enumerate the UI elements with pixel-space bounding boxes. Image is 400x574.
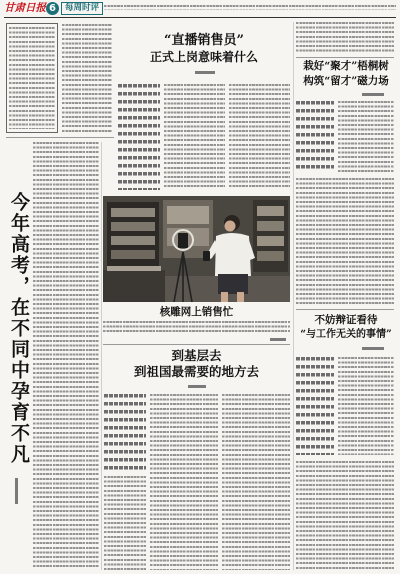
talent-body-narrow <box>338 101 394 173</box>
grassroots-lead-paragraph <box>104 394 146 472</box>
livestream-body-column-2 <box>229 84 290 190</box>
section-title: 每周时评 <box>61 2 103 15</box>
grassroots-byline <box>188 385 206 388</box>
grassroots-headline-line1: 到基层去 <box>171 348 222 363</box>
livestream-continued-text <box>296 22 394 54</box>
sidebar-divider <box>6 137 114 138</box>
livestream-body-column-1 <box>164 84 225 190</box>
photo-byline <box>270 338 286 341</box>
work-top-rule <box>296 309 394 310</box>
work-body-narrow <box>338 357 394 455</box>
grassroots-body-column-2 <box>222 394 290 570</box>
work-lead-paragraph <box>296 357 334 455</box>
work-headline-line2: “与工作无关的事情” <box>300 329 392 340</box>
talent-headline-line2: 构筑“留才”磁力场 <box>303 75 389 87</box>
gaokao-vertical-headline: 今年高考，在不同中孕育不凡 <box>8 192 30 465</box>
sidebar-text-column <box>62 24 112 132</box>
photo-divider <box>103 344 290 345</box>
photo-caption-title: 核雕网上销售忙 <box>159 306 234 318</box>
gaokao-byline <box>15 478 18 504</box>
photo-caption-text <box>103 321 290 335</box>
livestream-lead-paragraph <box>118 84 160 190</box>
talent-headline-line1: 栽好“聚才”梧桐树 <box>303 60 389 72</box>
column-divider-right <box>293 22 294 570</box>
talent-byline <box>362 93 384 96</box>
news-photo <box>103 196 290 302</box>
grassroots-body-lower-left <box>104 476 146 570</box>
talent-lead-paragraph <box>296 101 334 173</box>
column-divider-left <box>101 142 102 570</box>
work-byline <box>362 347 384 350</box>
talent-top-rule <box>296 57 394 58</box>
talent-body-text <box>296 178 394 304</box>
masthead-info-text <box>104 5 396 10</box>
page-number-badge: 6 <box>46 2 59 15</box>
livestream-headline-line1: “直播销售员” <box>164 33 244 48</box>
grassroots-body-column-1 <box>150 394 218 570</box>
masthead-rule <box>4 17 396 18</box>
editor-note-text <box>9 27 55 129</box>
gaokao-body-text <box>33 142 99 570</box>
work-headline-line1: 不妨辩证看待 <box>314 314 378 326</box>
newspaper-logo: 甘肃日报 <box>4 2 46 14</box>
livestream-headline-line2: 正式上岗意味着什么 <box>149 50 258 64</box>
livestream-byline <box>195 71 215 74</box>
work-body-text <box>296 461 394 570</box>
grassroots-headline-line2: 到祖国最需要的地方去 <box>133 364 259 379</box>
